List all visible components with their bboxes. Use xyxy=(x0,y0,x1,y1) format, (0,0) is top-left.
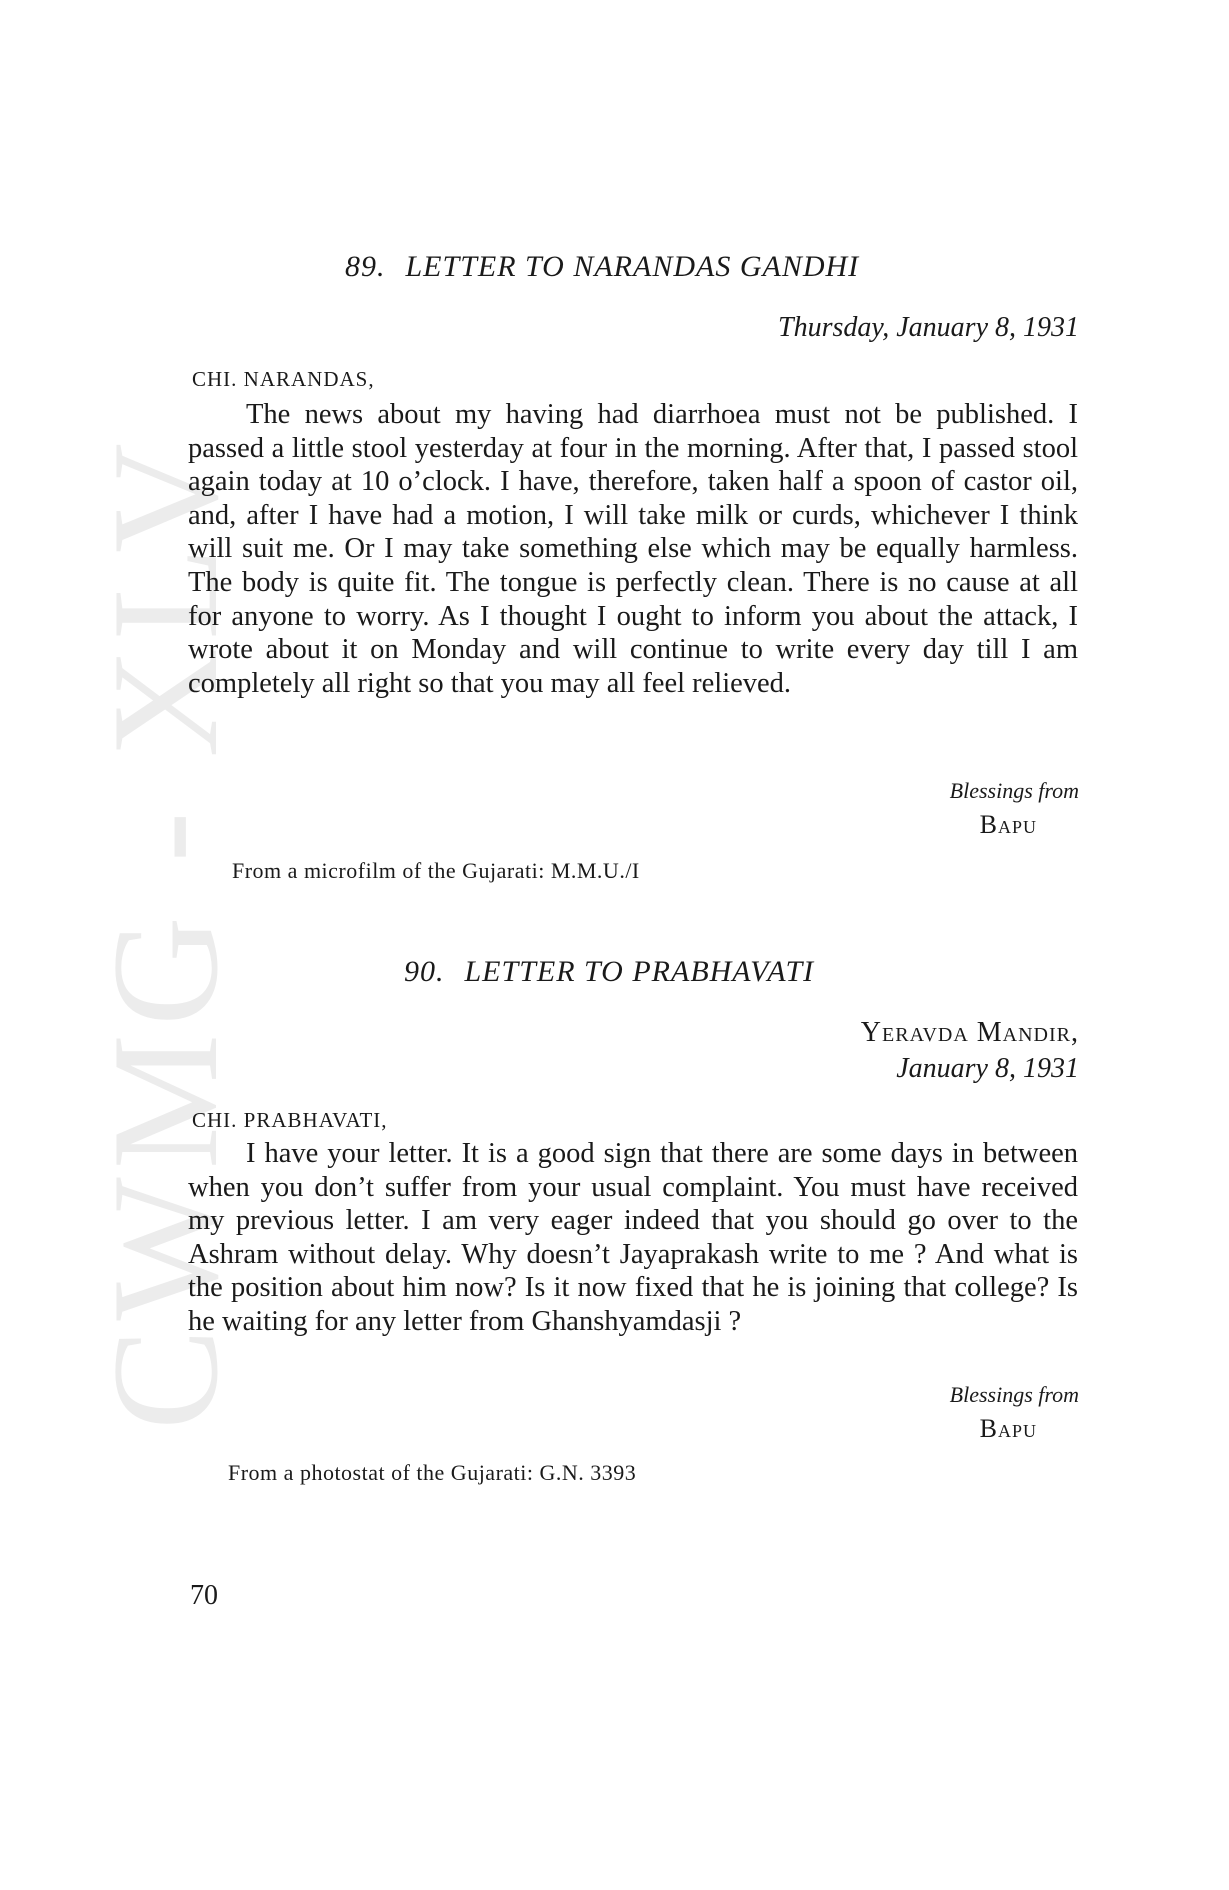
letter-place: Yeravda Mandir, xyxy=(860,1017,1079,1048)
letter-signature: Bapu xyxy=(979,810,1037,839)
letter-heading xyxy=(404,955,814,989)
letter-closing: Blessings from xyxy=(949,1382,1079,1407)
letter-date: January 8, 1931 xyxy=(896,1053,1079,1084)
watermark: CWMG - XLV xyxy=(81,435,249,1430)
letter-body: I have your letter. It is a good sign that there are some days in between when you don’t suffer from your usual complaint. You must have received my previous letter. I am very eager indeed that you should go over to the Ashram without delay. Why doesn’t Jayaprakash write to me ? And what is the position about him now? Is it now fixed that he is joining that college? Is he waiting for any letter from Ghanshyamdasji ? xyxy=(188,1138,1078,1337)
letter-salutation: CHI. PRABHAVATI, xyxy=(192,1108,388,1132)
letter-closing: Blessings from xyxy=(949,778,1079,803)
letter-date: Thursday, January 8, 1931 xyxy=(778,312,1079,343)
letter-salutation: CHI. NARANDAS, xyxy=(192,367,375,391)
letter-number: 90. xyxy=(404,955,445,988)
letter-body: The news about my having had diarrhoea must not be published. I passed a little stool yesterday at four in the morning. After that, I passed stool again today at 10 o’clock. I have, therefore, taken half a spoon of castor oil, and, after I have had a motion, I will take milk or curds, whichever I think will suit me. Or I may take something else which may be equally harmless. The body is quite fit. The tongue is perfectly clean. There is no cause at all for anyone to worry. As I thought I ought to inform you about the attack, I wrote about it on Monday and will continue to write every day till I am completely all right so that you may all feel relieved. xyxy=(188,399,1078,699)
letter-heading xyxy=(345,250,859,284)
letter-source: From a photostat of the Gujarati: G.N. 3393 xyxy=(228,1460,637,1485)
page-number: 70 xyxy=(190,1580,218,1611)
letter-source: From a microfilm of the Gujarati: M.M.U./I xyxy=(232,858,640,883)
letter-signature: Bapu xyxy=(979,1414,1037,1443)
letter-title: LETTER TO NARANDAS GANDHI xyxy=(405,250,860,283)
letter-title: LETTER TO PRABHAVATI xyxy=(464,955,815,988)
letter-number: 89. xyxy=(345,250,386,283)
